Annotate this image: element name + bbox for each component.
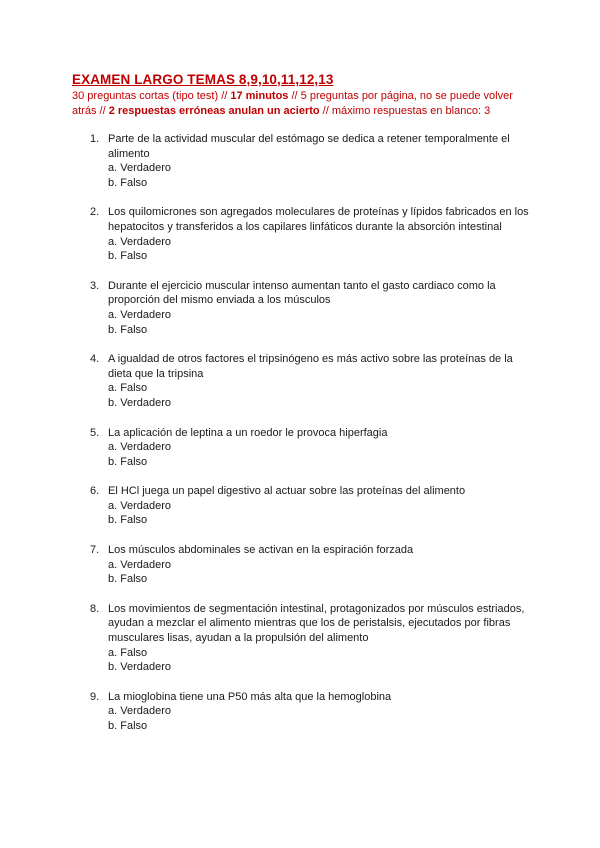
exam-title: EXAMEN LARGO TEMAS 8,9,10,11,12,13 xyxy=(72,72,334,87)
question-number: 9. xyxy=(90,690,100,703)
question-text: La mioglobina tiene una P50 más alta que la hemoglobina xyxy=(108,690,392,703)
question-text: Durante el ejercicio muscular intenso aumentan tanto el gasto cardiaco como la proporción del mismo enviada a los músculos xyxy=(108,279,496,307)
answer-option-a[interactable]: a. Verdadero xyxy=(108,162,171,175)
question-number: 3. xyxy=(90,279,100,292)
answer-option-b[interactable]: b. Falso xyxy=(108,720,148,732)
question-1 xyxy=(72,132,532,190)
question-number: 7. xyxy=(90,544,100,557)
answer-option-b[interactable]: b. Verdadero xyxy=(108,661,171,674)
penalty-rule: 2 respuestas erróneas anulan un acierto xyxy=(108,105,320,117)
question-3 xyxy=(72,279,532,337)
answer-option-a[interactable]: a. Verdadero xyxy=(108,499,171,512)
instructions-part2: // 5 preguntas por página, no se puede volver atrás // xyxy=(72,90,513,117)
answer-option-b[interactable]: b. Falso xyxy=(108,455,148,468)
question-text: La aplicación de leptina a un roedor le provoca hiperfagia xyxy=(108,426,388,439)
question-5 xyxy=(72,426,532,470)
answer-option-a[interactable]: a. Falso xyxy=(108,382,148,395)
question-number: 1. xyxy=(90,133,100,145)
answer-option-b[interactable]: b. Falso xyxy=(108,514,148,527)
instructions-part1: 30 preguntas cortas (tipo test) // xyxy=(72,90,231,102)
answer-option-a[interactable]: a. Falso xyxy=(108,646,148,659)
question-number: 4. xyxy=(90,353,100,366)
time-limit: 17 minutos xyxy=(230,90,289,102)
question-text: Parte de la actividad muscular del estómago se dedica a retener temporalmente el alimento xyxy=(108,133,510,160)
question-text: El HCl juega un papel digestivo al actuar sobre las proteínas del alimento xyxy=(108,485,466,498)
question-number: 5. xyxy=(90,426,100,439)
answer-option-a[interactable]: a. Verdadero xyxy=(108,441,171,454)
answer-option-a[interactable]: a. Verdadero xyxy=(108,558,171,571)
answer-option-a[interactable]: a. Verdadero xyxy=(108,705,171,718)
question-6 xyxy=(72,484,532,528)
question-list xyxy=(72,132,532,734)
question-4 xyxy=(72,352,532,410)
question-number: 6. xyxy=(90,485,100,498)
question-text: Los quilomicrones son agregados moleculares de proteínas y lípidos fabricados en los hepatocitos y transferidos a los capilares linfáticos durante la absorción intestinal xyxy=(108,206,529,233)
question-text: Los movimientos de segmentación intestinal, protagonizados por músculos estriados, ayudan a mezclar el alimento mientras que los de peristalsis, ejecutados por fibras musculares lisas, ayudan a la propulsión del alimento xyxy=(108,602,525,645)
question-number: 2. xyxy=(90,206,100,219)
answer-option-b[interactable]: b. Falso xyxy=(108,250,148,263)
question-text: A igualdad de otros factores el tripsinógeno es más activo sobre las proteínas de la dieta que la tripsina xyxy=(108,353,513,380)
exam-instructions xyxy=(72,89,532,119)
question-2 xyxy=(72,205,532,263)
answer-option-b[interactable]: b. Falso xyxy=(108,573,148,586)
answer-option-b[interactable]: b. Verdadero xyxy=(108,396,171,409)
question-9 xyxy=(72,690,532,734)
answer-option-a[interactable]: a. Verdadero xyxy=(108,235,171,248)
question-8 xyxy=(72,602,532,675)
answer-option-b[interactable]: b. Falso xyxy=(108,176,148,189)
question-7 xyxy=(72,543,532,587)
answer-option-b[interactable]: b. Falso xyxy=(108,323,148,336)
question-text: Los músculos abdominales se activan en la espiración forzada xyxy=(108,544,414,557)
answer-option-a[interactable]: a. Verdadero xyxy=(108,308,171,321)
question-number: 8. xyxy=(90,602,100,615)
instructions-part3: // máximo respuestas en blanco: 3 xyxy=(319,105,491,117)
